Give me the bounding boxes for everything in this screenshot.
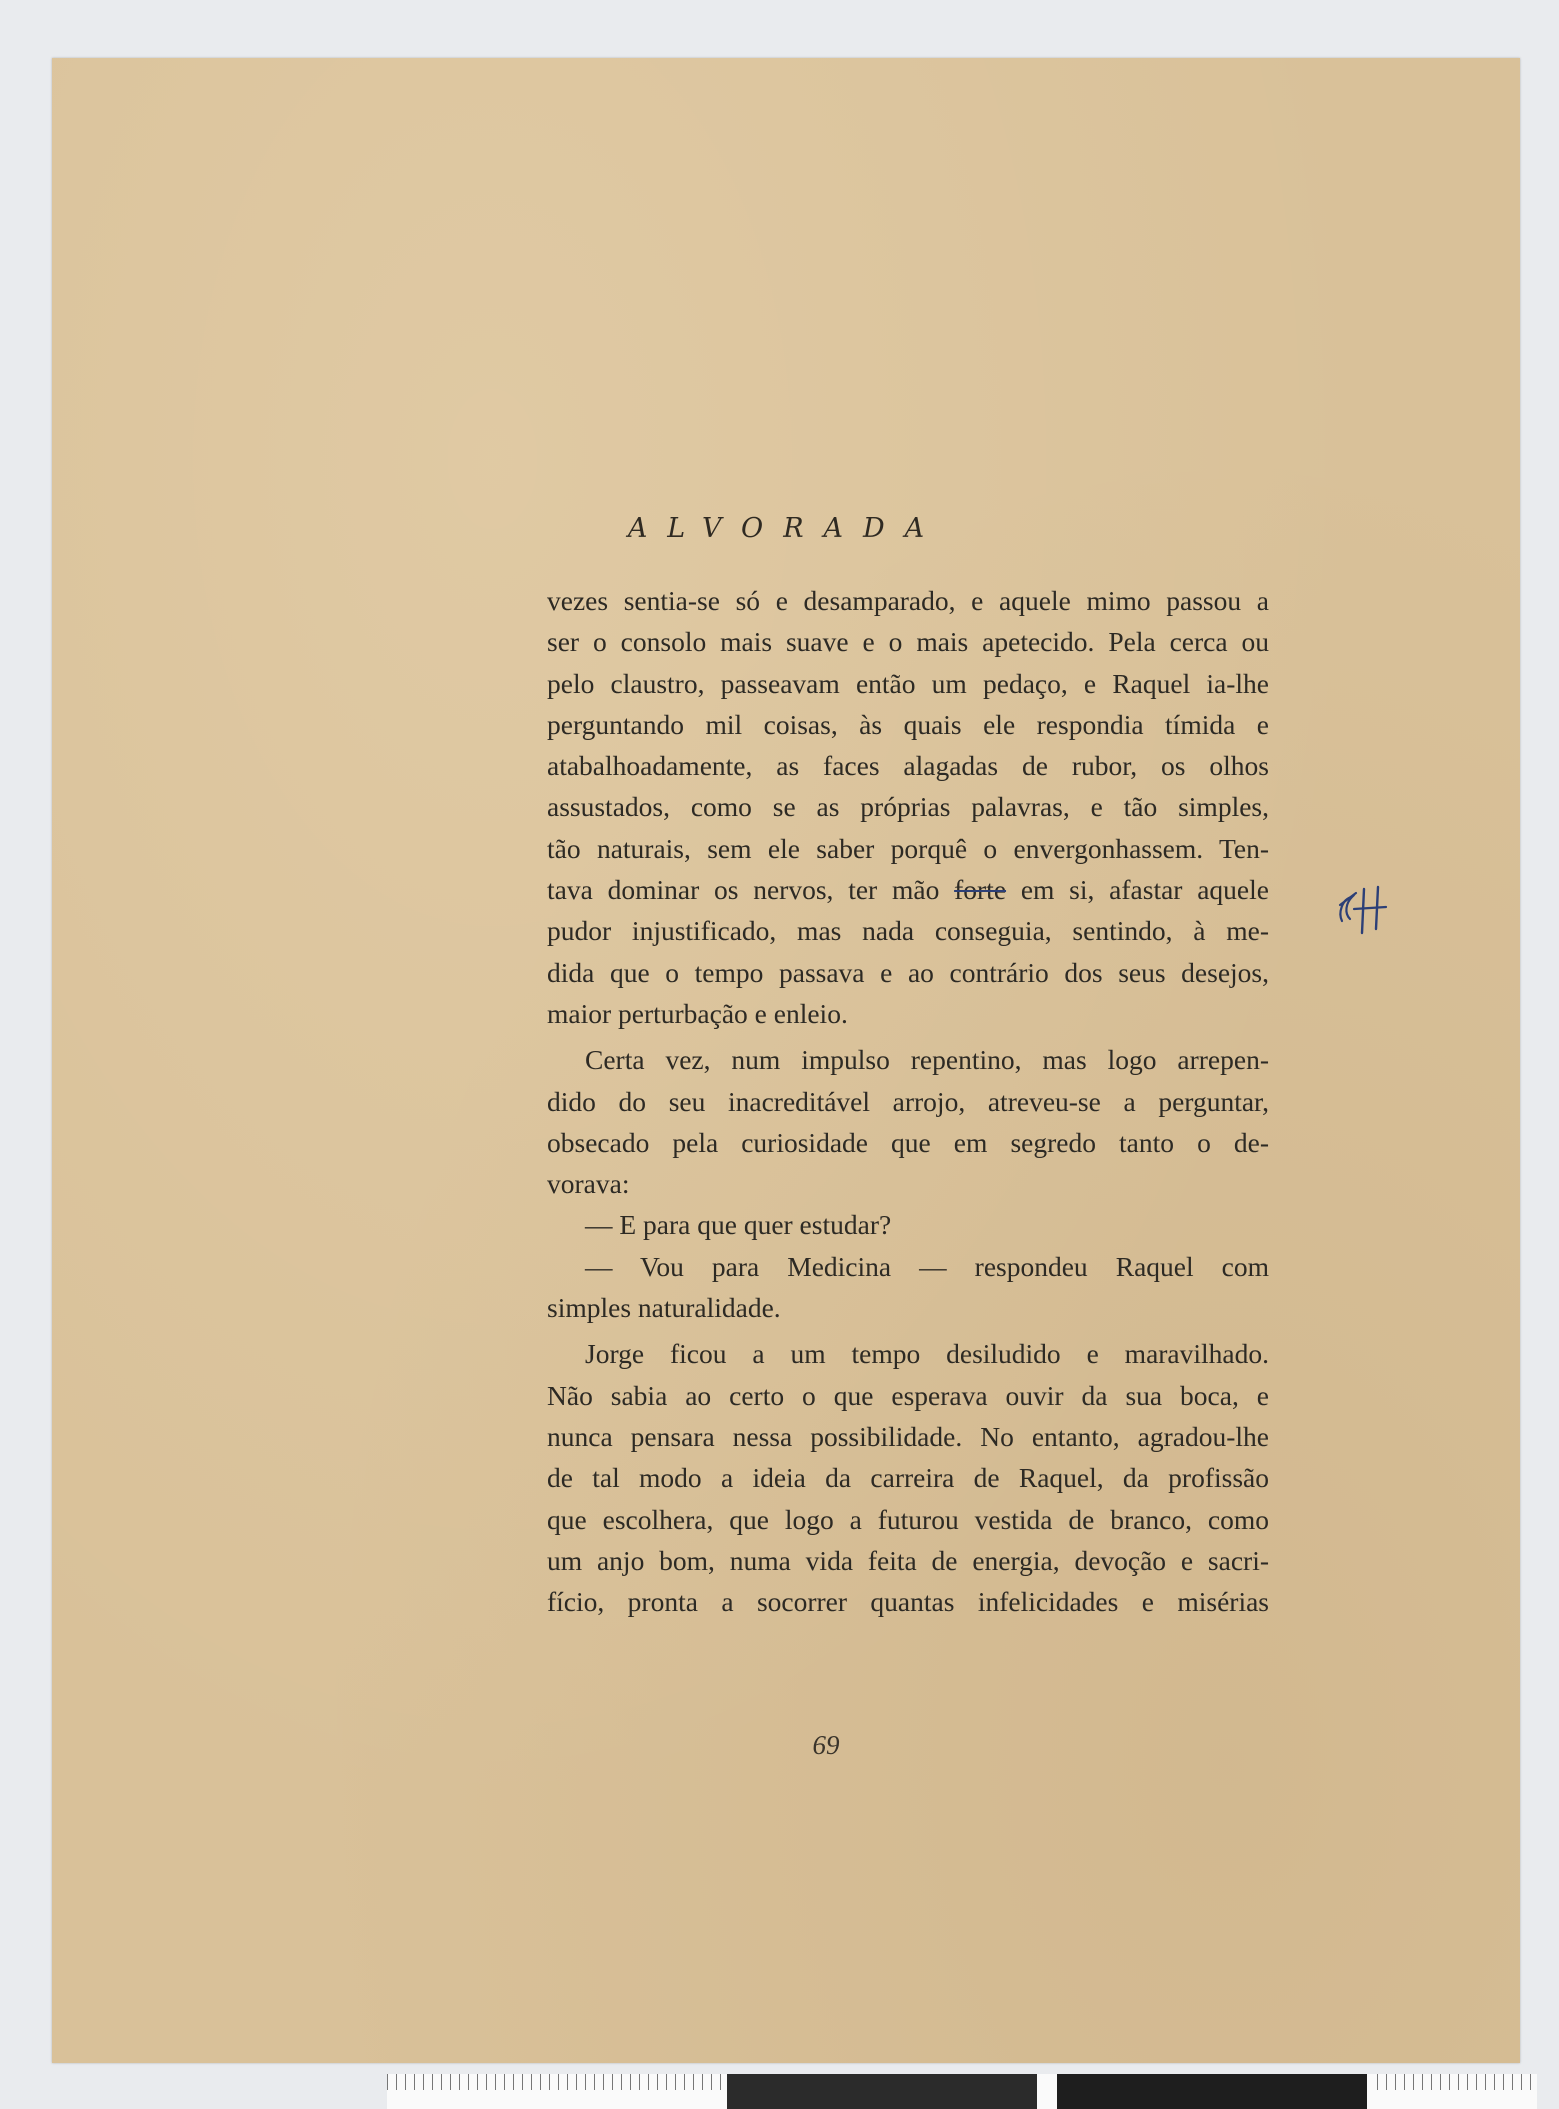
page-number: 69 <box>812 1730 840 1760</box>
text-line: de tal modo a ideia da carreira de Raquel, da profissão <box>547 1462 1269 1494</box>
scale-block <box>727 2074 1037 2109</box>
scale-block <box>1057 2074 1367 2109</box>
text-line: tão naturais, sem ele saber porquê o envergonhassem. Ten- <box>547 832 1269 864</box>
text-line: atabalhoadamente, as faces alagadas de rubor, os olhos <box>547 750 1269 782</box>
text-line: que escolhera, que logo a futurou vestida de branco, como <box>547 1503 1269 1535</box>
text-line: assustados, como se as próprias palavras, e tão simples, <box>547 791 1269 823</box>
text-segment: em si, afastar aquele <box>1020 874 1269 906</box>
text-line: — Vou para Medicina — respondeu Raquel com <box>585 1250 1269 1282</box>
ruler-ticks <box>387 2074 727 2090</box>
text-line-with-correction <box>547 869 1269 910</box>
text-line: pelo claustro, passeavam então um pedaço, e Raquel ia-lhe <box>547 667 1269 699</box>
ruler-ticks <box>1377 2074 1537 2090</box>
handwritten-margin-note <box>1332 873 1402 943</box>
text-line: vezes sentia-se só e desamparado, e aquele mimo passou a <box>547 585 1269 616</box>
text-line: Certa vez, num impulso repentino, mas logo arrepen- <box>585 1044 1269 1076</box>
text-line: dida que o tempo passava e ao contrário dos seus desejos, <box>547 956 1269 988</box>
text-line: nunca pensara nessa possibilidade. No entanto, agradou-lhe <box>547 1420 1269 1452</box>
text-line: ser o consolo mais suave e o mais apetecido. Pela cerca ou <box>547 626 1269 658</box>
text-line: fício, pronta a socorrer quantas infelicidades e misérias <box>547 1586 1269 1618</box>
text-line: perguntando mil coisas, às quais ele respondia tímida e <box>547 708 1269 740</box>
text-line: — E para que quer estudar? <box>585 1209 892 1241</box>
text-segment: tava dominar os nervos, ter mão <box>547 874 940 906</box>
text-line: Jorge ficou a um tempo desiludido e maravilhado. <box>585 1338 1269 1370</box>
body-text <box>547 580 1269 1622</box>
text-line: pudor injustificado, mas nada conseguia, sentindo, à me- <box>547 915 1269 947</box>
text-line: dido do seu inacreditável arrojo, atreveu-se a perguntar, <box>547 1085 1269 1117</box>
text-line: um anjo bom, numa vida feita de energia, devoção e sacri- <box>547 1544 1269 1576</box>
text-line: vorava: <box>547 1168 630 1200</box>
text-line: obsecado pela curiosidade que em segredo tanto o de- <box>547 1126 1269 1158</box>
book-page <box>52 58 1520 2063</box>
text-line: maior perturbação e enleio. <box>547 997 848 1029</box>
text-line: simples naturalidade. <box>547 1292 781 1324</box>
text-line: Não sabia ao certo o que esperava ouvir da sua boca, e <box>547 1379 1269 1411</box>
running-head: ALVORADA <box>627 513 945 544</box>
struck-word: forte <box>954 874 1007 906</box>
scale-bar <box>387 2074 1537 2109</box>
